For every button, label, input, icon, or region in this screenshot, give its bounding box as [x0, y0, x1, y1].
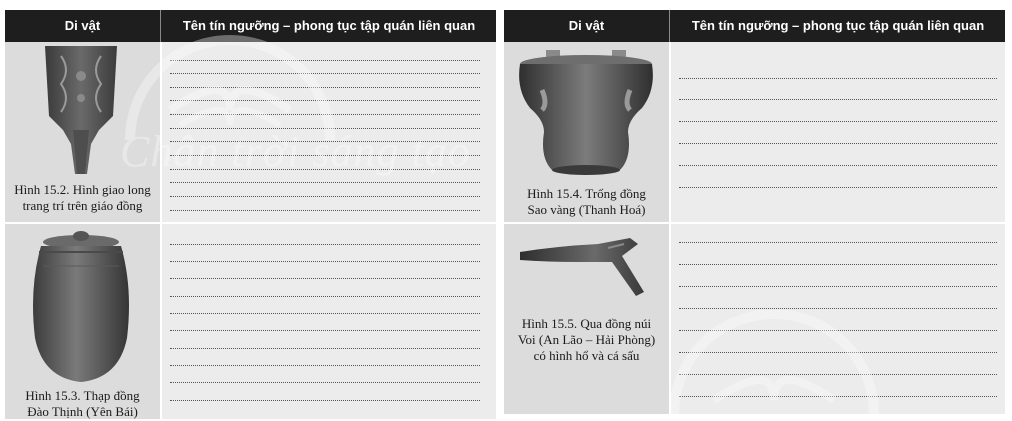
answer-lines[interactable]: [671, 222, 1005, 414]
answer-lines[interactable]: [162, 42, 496, 222]
right-table: [504, 10, 1005, 414]
table-header: [504, 10, 1005, 42]
artifact-cell: [5, 222, 160, 419]
figure-caption: Hình 15.4. Trống đồng Sao vàng (Thanh Hoá): [527, 186, 646, 217]
table-row: [5, 42, 496, 222]
bronze-drum-icon: [516, 50, 656, 176]
header-artifact: Di vật: [568, 18, 605, 33]
header-beliefs: Tên tín ngưỡng – phong tục tập quán liên quan: [669, 10, 1006, 42]
left-table: [5, 10, 496, 419]
watermark: Chân trời sáng tạo: [100, 30, 360, 155]
answer-lines[interactable]: [162, 222, 496, 419]
artifact-cell: [5, 42, 160, 222]
table-row: [504, 222, 1005, 414]
table-header: [5, 10, 496, 42]
artifact-cell: [504, 42, 669, 222]
figure-caption: Hình 15.5. Qua đồng núi Voi (An Lão – Hải Phòng) có hình hổ và cá sấu: [517, 316, 656, 363]
figure-caption: Hình 15.2. Hình giao long trang trí trên giáo đồng: [14, 182, 151, 213]
artifact-cell: [504, 222, 669, 414]
figure-caption: Hình 15.3. Thạp đồng Đào Thịnh (Yên Bái): [25, 388, 140, 419]
header-artifact: Di vật: [64, 18, 101, 33]
header-beliefs: Tên tín ngưỡng – phong tục tập quán liên quan: [160, 10, 497, 42]
table-row: [504, 42, 1005, 222]
table-row: [5, 222, 496, 419]
answer-lines[interactable]: [671, 42, 1005, 222]
bronze-halberd-icon: [518, 234, 654, 298]
bronze-spear-icon: [41, 46, 121, 176]
bronze-jar-icon: [25, 228, 137, 386]
